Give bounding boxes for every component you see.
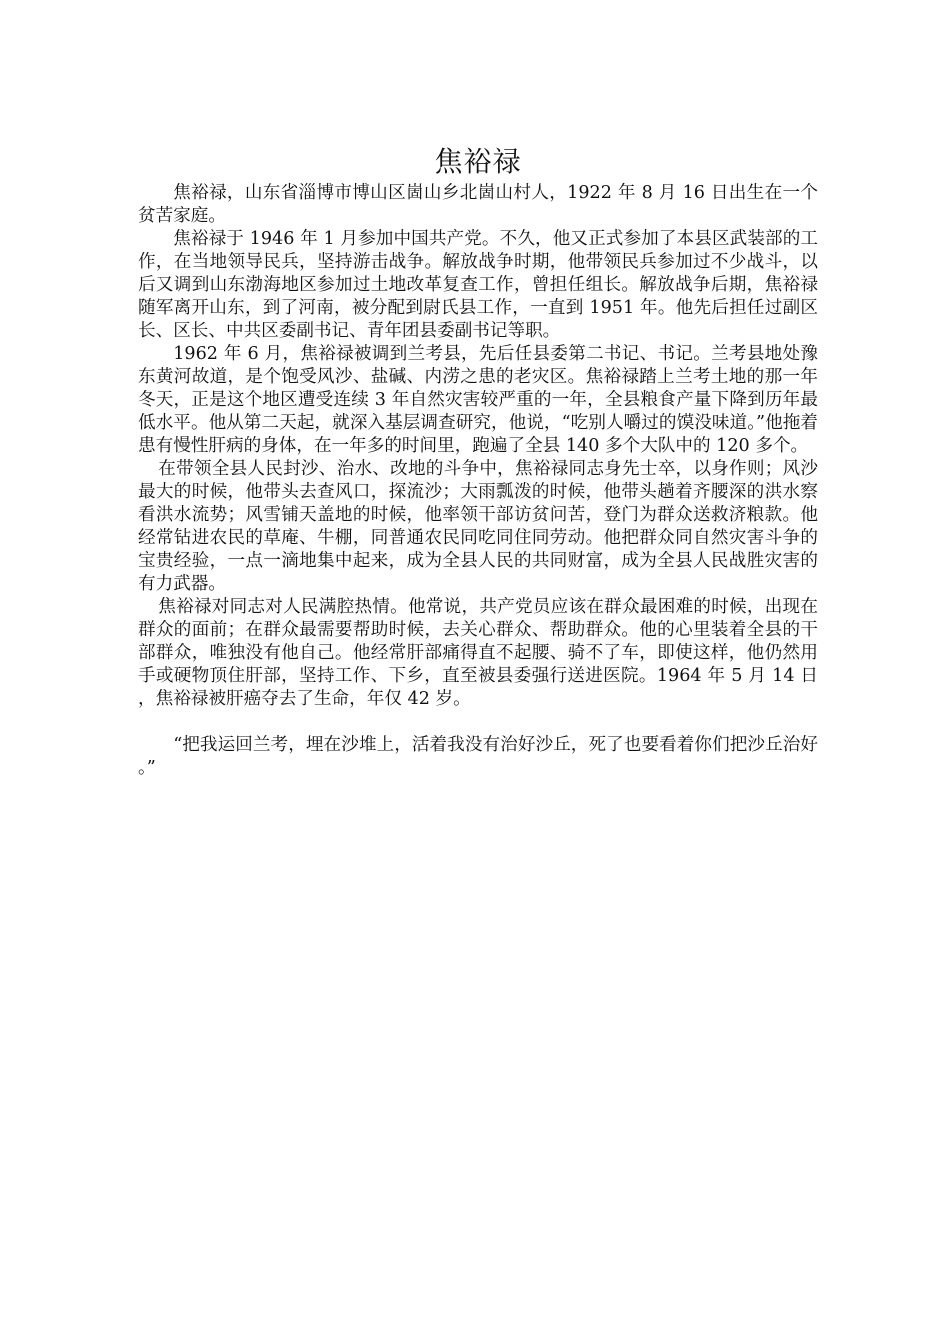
- quote-paragraph: “把我运回兰考，埋在沙堆上，活着我没有治好沙丘，死了也要看着你们把沙丘治好。”: [138, 735, 818, 778]
- document-title: 焦裕禄: [434, 145, 522, 178]
- paragraph-dedication: 焦裕禄对同志对人民满腔热情。他常说，共产党员应该在群众最困难的时候，出现在群众的面前；在群众最需要帮助时候，去关心群众、帮助群众。他的心里装着全县的干部群众，唯独没有他自己。他经常肝部痛得直不起腰、骑不了车，即使这样，他仍然用手或硬物顶住肝部，坚持工作、下乡，直至被县委强行送进医院。1964 年 5 月 14 日，焦裕禄被肝癌夺去了生命，年仅 42 岁。: [138, 597, 818, 709]
- document-body: [138, 142, 818, 780]
- paragraph-leadership: 在带领全县人民封沙、治水、改地的斗争中，焦裕禄同志身先士卒，以身作则；风沙最大的时候，他带头去查风口，探流沙；大雨瓢泼的时候，他带头趟着齐腰深的洪水察看洪水流势；风雪铺天盖地的时候，他率领干部访贫问苦，登门为群众送救济粮款。他经常钻进农民的草庵、牛棚，同普通农民同吃同住同劳动。他把群众同自然灾害斗争的宝贵经验，一点一滴地集中起来，成为全县人民的共同财富，成为全县人民战胜灾害的有力武器。: [138, 459, 818, 594]
- paragraph-lankao: 1962 年 6 月，焦裕禄被调到兰考县，先后任县委第二书记、书记。兰考县地处豫东黄河故道，是个饱受风沙、盐碱、内涝之患的老灾区。焦裕禄踏上兰考土地的那一年冬天，正是这个地区遭受连续 3 年自然灾害较严重的一年，全县粮食产量下降到历年最低水平。他从第二天起，就深入基层调查研究，他说，“吃别人嚼过的馍没味道。”他拖着患有慢性肝病的身体，在一年多的时间里，跑遍了全县 140 多个大队中的 120 多个。: [138, 344, 818, 456]
- paragraph-birth: 焦裕禄，山东省淄博市博山区崮山乡北崮山村人，1922 年 8 月 16 日出生在一个贫苦家庭。: [138, 183, 818, 226]
- paragraph-early-career: 焦裕禄于 1946 年 1 月参加中国共产党。不久，他又正式参加了本县区武装部的工作，在当地领导民兵，坚持游击战争。解放战争时期，他带领民兵参加过不少战斗，以后又调到山东渤海地区参加过土地改革复查工作，曾担任组长。解放战争后期，焦裕禄随军离开山东，到了河南，被分配到尉氏县工作，一直到 1951 年。他先后担任过副区长、区长、中共区委副书记、青年团县委副书记等职。: [138, 229, 818, 341]
